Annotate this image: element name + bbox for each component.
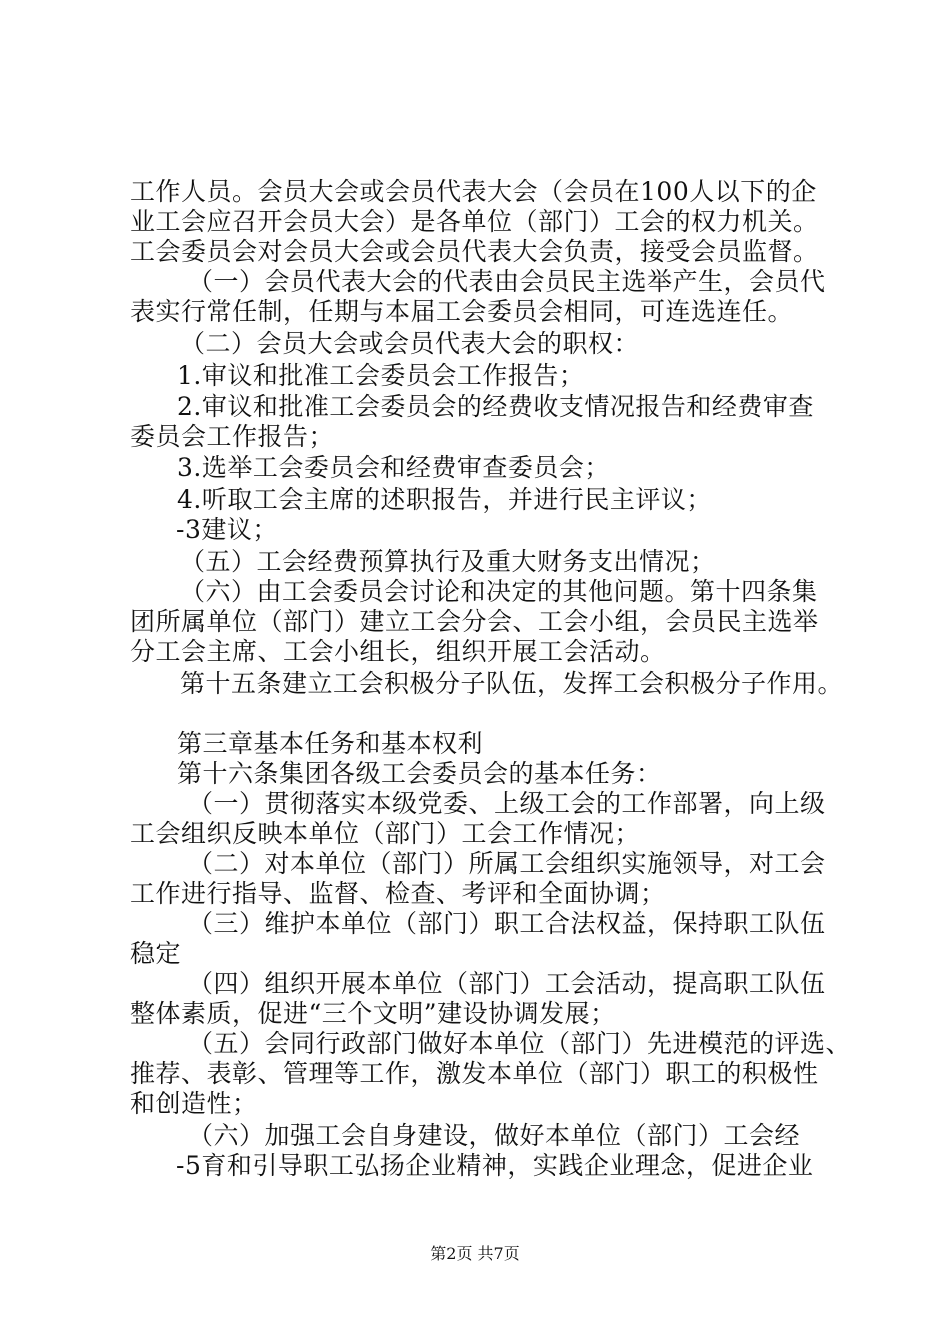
text-line: （五）会同行政部门做好本单位（部门）先进模范的评选、 [188,1029,852,1058]
text-line: 第十五条建立工会积极分子队伍，发挥工会积极分子作用。 [180,669,844,698]
text-line: （一）会员代表大会的代表由会员民主选举产生，会员代 [188,267,826,296]
text-line: 整体素质，促进“三个文明”建设协调发展； [130,999,616,1028]
page-footer: 第2页 共7页 [430,1244,520,1263]
text-line: 分工会主席、工会小组长，组织开展工会活动。 [130,637,666,666]
text-line: 2.审议和批准工会委员会的经费收支情况报告和经费审查 [177,392,814,421]
text-line: 工会委员会对会员大会或会员代表大会负责，接受会员监督。 [130,237,819,266]
text-line: （五）工会经费预算执行及重大财务支出情况； [180,547,716,576]
text-line: 工会组织反映本单位（部门）工会工作情况； [130,819,641,848]
text-line: （二）会员大会或会员代表大会的职权： [180,329,640,358]
text-line: 第十六条集团各级工会委员会的基本任务： [177,759,662,788]
text-line: 和创造性； [130,1089,258,1118]
text-line: 委员会工作报告； [130,422,335,451]
text-line: 4.听取工会主席的述职报告，并进行民主评议； [177,485,712,514]
text-line: （一）贯彻落实本级党委、上级工会的工作部署，向上级 [188,789,826,818]
text-line: 表实行常任制，任期与本届工会委员会相同，可连选连任。 [130,297,794,326]
text-line: -3建议； [176,515,278,544]
text-line: （三）维护本单位（部门）职工合法权益，保持职工队伍 [188,909,826,938]
text-line: 1.审议和批准工会委员会工作报告； [177,361,585,390]
text-line: （六）加强工会自身建设，做好本单位（部门）工会经 [188,1121,801,1150]
text-line: （二）对本单位（部门）所属工会组织实施领导，对工会 [188,849,826,878]
text-line: 团所属单位（部门）建立工会分会、工会小组，会员民主选举 [130,607,819,636]
text-line: 推荐、表彰、管理等工作，激发本单位（部门）职工的积极性 [130,1059,819,1088]
text-line: -5育和引导职工弘扬企业精神，实践企业理念，促进企业 [176,1151,814,1180]
text-line: 业工会应召开会员大会）是各单位（部门）工会的权力机关。 [130,207,819,236]
text-line: 工作人员。会员大会或会员代表大会（会员在100人以下的企 [130,177,817,206]
text-line: 稳定 [130,939,182,968]
text-line: （四）组织开展本单位（部门）工会活动，提高职工队伍 [188,969,826,998]
section-heading: 第三章基本任务和基本权利 [177,729,484,758]
text-line: 3.选举工会委员会和经费审查委员会； [177,453,610,482]
text-line: 工作进行指导、监督、检查、考评和全面协调； [130,879,666,908]
text-line: （六）由工会委员会讨论和决定的其他问题。第十四条集 [180,577,818,606]
